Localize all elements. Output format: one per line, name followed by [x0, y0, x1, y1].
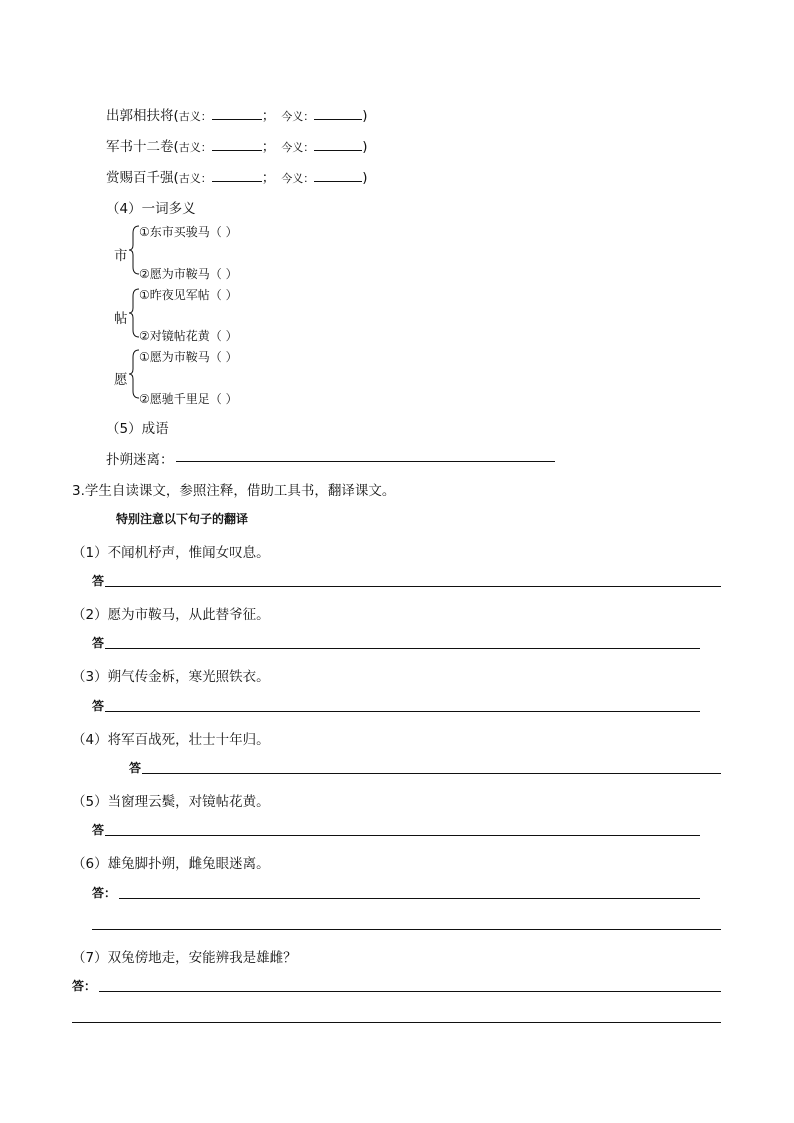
- sentence-question: （3）朔气传金柝，寒光照铁衣。: [72, 669, 270, 685]
- answer-line-extra[interactable]: [72, 1022, 721, 1023]
- modern-blank[interactable]: [314, 137, 362, 151]
- answer-line[interactable]: [105, 711, 700, 712]
- section4-title: （4）一词多义: [106, 201, 196, 217]
- polysemy-item: ②愿驰千里足（ ）: [139, 392, 238, 406]
- section5-title: （5）成语: [106, 421, 169, 437]
- vocab-word: 赏赐百千强: [106, 170, 174, 186]
- sentence-question: （6）雄兔脚扑朔，雌兔眼迷离。: [72, 856, 270, 872]
- sentence-question: （2）愿为市鞍马，从此替爷征。: [72, 607, 270, 623]
- idiom-answer-line[interactable]: [176, 461, 555, 462]
- idiom-label: 扑朔迷离：: [106, 452, 174, 468]
- polysemy-item: ①东市买骏马（ ）: [139, 225, 238, 239]
- answer-line[interactable]: [142, 773, 721, 774]
- ancient-label: 古义：: [178, 172, 212, 185]
- modern-label: 今义：: [281, 110, 315, 123]
- answer-label: 答：: [92, 886, 117, 900]
- answer-label: 答: [92, 823, 105, 837]
- modern-label: 今义：: [281, 172, 315, 185]
- ancient-label: 古义：: [178, 110, 212, 123]
- answer-line[interactable]: [105, 835, 700, 836]
- answer-label: 答: [92, 636, 105, 650]
- polysemy-char: 愿: [114, 372, 128, 388]
- polysemy-item: ①昨夜见军帖（ ）: [139, 288, 238, 302]
- modern-blank[interactable]: [314, 168, 362, 182]
- vocab-row-2: 军书十二卷(古义： ； 今义： ): [106, 139, 368, 155]
- polysemy-char: 市: [114, 248, 128, 264]
- sentence-question: （1）不闻机杼声，惟闻女叹息。: [72, 545, 270, 561]
- ancient-blank[interactable]: [212, 106, 262, 120]
- answer-line[interactable]: [119, 898, 700, 899]
- note-heading: 特别注意以下句子的翻译: [116, 512, 249, 526]
- answer-line[interactable]: [105, 586, 721, 587]
- polysemy-item: ②对镜帖花黄（ ）: [139, 329, 238, 343]
- vocab-word: 出郭相扶将: [106, 108, 174, 124]
- polysemy-item: ①愿为市鞍马（ ）: [139, 350, 238, 364]
- answer-label: 答：: [72, 979, 97, 993]
- polysemy-char: 帖: [114, 311, 128, 327]
- answer-line[interactable]: [99, 991, 721, 992]
- answer-label: 答: [129, 761, 142, 775]
- ancient-blank[interactable]: [212, 137, 262, 151]
- vocab-word: 军书十二卷: [106, 139, 174, 155]
- answer-line-extra[interactable]: [92, 929, 721, 930]
- answer-label: 答: [92, 699, 105, 713]
- task3-instruction: 3.学生自读课文，参照注释，借助工具书，翻译课文。: [72, 483, 396, 499]
- sentence-question: （5）当窗理云鬓，对镜帖花黄。: [72, 794, 270, 810]
- vocab-row-1: 出郭相扶将(古义： ； 今义： ): [106, 108, 368, 124]
- modern-blank[interactable]: [314, 106, 362, 120]
- vocab-row-3: 赏赐百千强(古义： ； 今义： ): [106, 170, 368, 186]
- polysemy-item: ②愿为市鞍马（ ）: [139, 267, 238, 281]
- answer-label: 答: [92, 574, 105, 588]
- sentence-question: （7）双兔傍地走，安能辨我是雄雌？: [72, 950, 297, 966]
- answer-line[interactable]: [105, 648, 700, 649]
- sentence-question: （4）将军百战死，壮士十年归。: [72, 732, 270, 748]
- ancient-blank[interactable]: [212, 168, 262, 182]
- modern-label: 今义：: [281, 141, 315, 154]
- ancient-label: 古义：: [178, 141, 212, 154]
